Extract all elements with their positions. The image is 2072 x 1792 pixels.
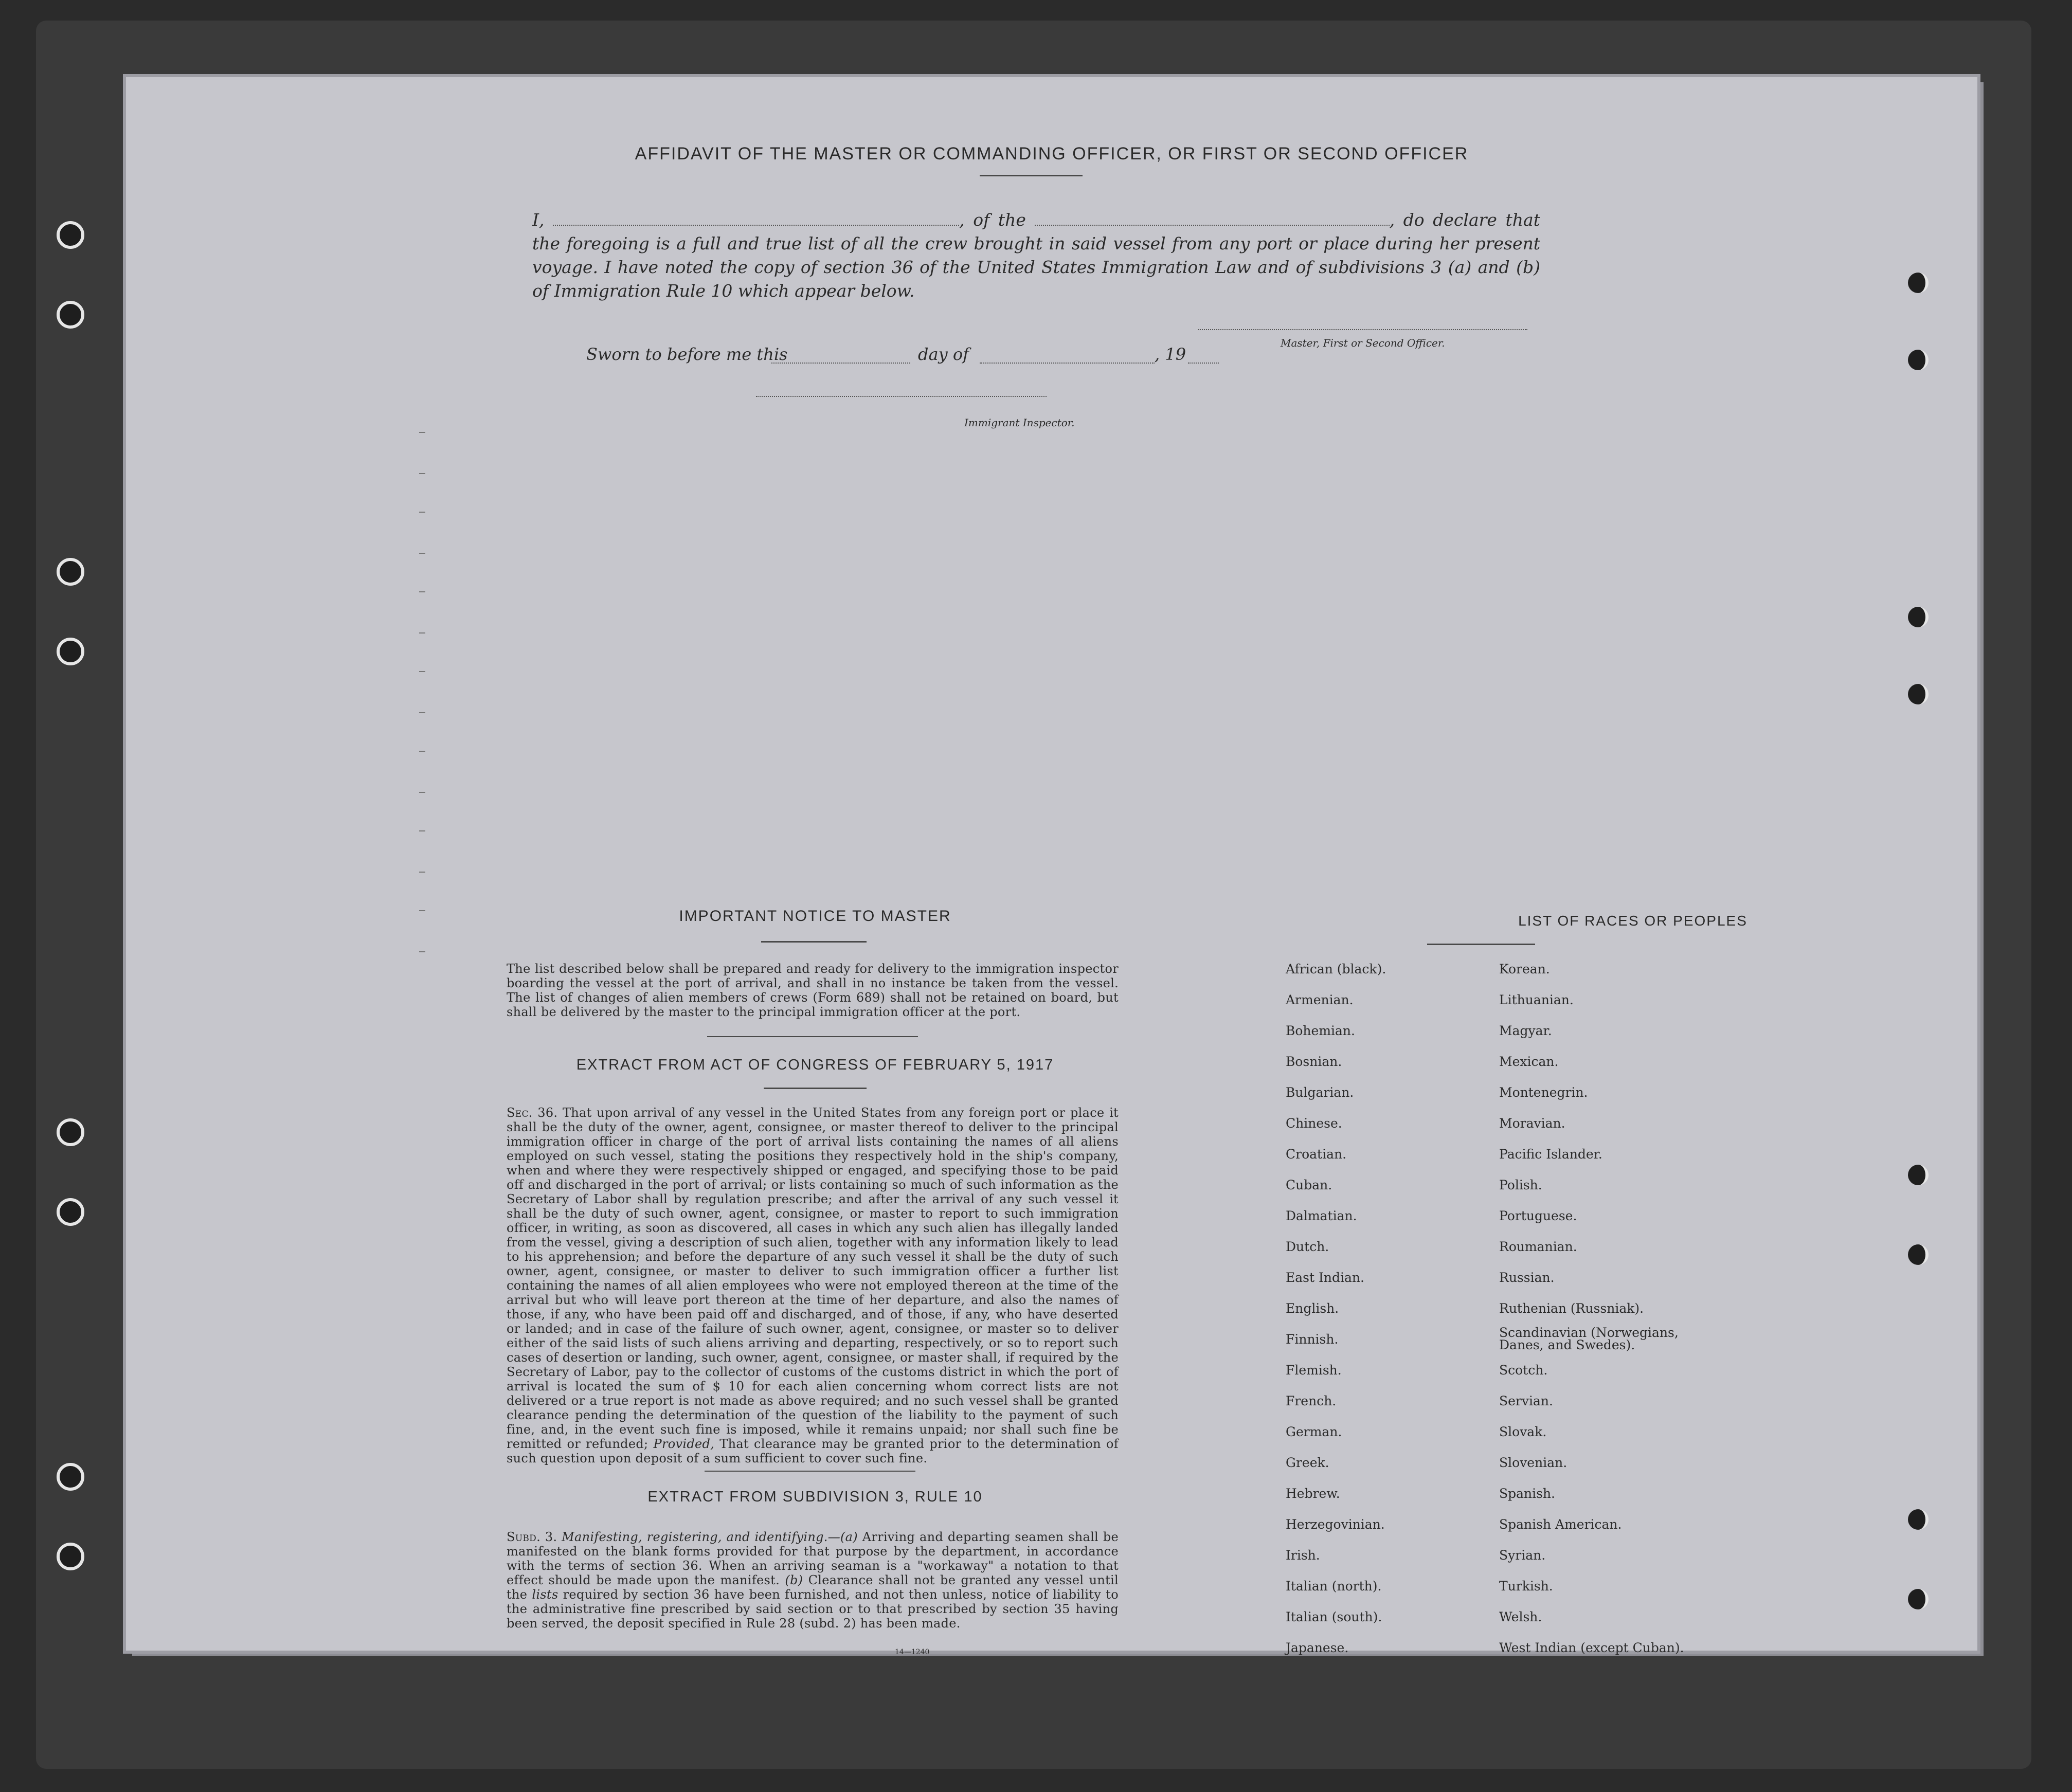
race-item: Herzegovinian. <box>1286 1517 1385 1532</box>
extract-rule-body <box>507 1530 1119 1631</box>
race-item: West Indian (except Cuban). <box>1499 1640 1684 1655</box>
margin-tick <box>419 830 425 831</box>
act-text-end: That clearance may be granted prior to the determination of such question upon deposit of a sum sufficient to cover such fine. <box>507 1437 1119 1465</box>
race-item: Pacific Islander. <box>1499 1147 1602 1162</box>
section-rule <box>707 1036 918 1037</box>
race-item: Finnish. <box>1286 1332 1339 1347</box>
race-item: Portuguese. <box>1499 1208 1577 1223</box>
binder-hole <box>1908 684 1929 704</box>
binder-hole <box>57 1463 84 1491</box>
extract-act-rule <box>764 1088 867 1089</box>
race-item: German. <box>1286 1424 1342 1439</box>
binder-hole <box>57 638 84 665</box>
race-item: English. <box>1286 1301 1339 1316</box>
race-item: Servian. <box>1499 1393 1553 1408</box>
margin-tick <box>419 473 425 474</box>
notice-rule <box>761 941 867 943</box>
race-item: Cuban. <box>1286 1178 1332 1192</box>
race-item: Italian (south). <box>1286 1609 1382 1624</box>
affidavit-title: AFFIDAVIT OF THE MASTER OR COMMANDING OFFICER, OR FIRST OR SECOND OFFICER <box>635 144 1469 164</box>
race-item: Korean. <box>1499 962 1550 976</box>
form-number: 14—1240 <box>895 1648 930 1656</box>
binder-hole <box>1908 273 1929 293</box>
margin-tick <box>419 512 425 513</box>
sworn-day-blank[interactable] <box>771 363 910 364</box>
races-rule <box>1427 944 1535 945</box>
binder-hole <box>1908 1509 1929 1530</box>
binder-hole <box>1908 1165 1929 1185</box>
race-item: Chinese. <box>1286 1116 1342 1131</box>
race-item: Japanese. <box>1286 1640 1349 1655</box>
margin-tick <box>419 432 425 433</box>
sworn-year-blank[interactable] <box>1188 363 1219 364</box>
race-item: Dalmatian. <box>1286 1208 1357 1223</box>
race-item: Mexican. <box>1499 1054 1559 1069</box>
sec-label: Sec. 36. <box>507 1106 558 1120</box>
race-item: Turkish. <box>1499 1579 1553 1594</box>
race-item: Greek. <box>1286 1455 1329 1470</box>
rule-text-b1: Clearance shall not be granted any vessel until the <box>507 1573 1119 1602</box>
binder-hole <box>1908 1589 1929 1609</box>
rule-b-label: (b) <box>785 1573 803 1587</box>
race-item: Roumanian. <box>1499 1239 1577 1254</box>
declaration-text: , do declare that the foregoing is a full and true list of all the crew brought in said vessel from any port or place during her present voyage. I have noted the copy of section 36 of the United States Immigration Law and of subdivisions 3 (a) and (b) of Immigration Rule 10 which appear below. <box>532 210 1540 301</box>
rule-heading: Manifesting, registering, and identifying.—(a) <box>562 1530 858 1544</box>
margin-tick <box>419 872 425 873</box>
race-item: African (black). <box>1286 962 1386 976</box>
subd-label: Subd. 3. <box>507 1530 557 1544</box>
extract-act-body <box>507 1106 1119 1465</box>
margin-tick <box>419 951 425 952</box>
signature-label: Master, First or Second Officer. <box>1281 337 1445 349</box>
race-item: Croatian. <box>1286 1147 1347 1162</box>
races-title: LIST OF RACES OR PEOPLES <box>1518 913 1747 929</box>
binder-hole <box>57 1118 84 1146</box>
binder-hole <box>57 221 84 249</box>
race-item: Welsh. <box>1499 1609 1542 1624</box>
race-item: Flemish. <box>1286 1363 1342 1378</box>
race-item: Scandinavian (Norwegians, Danes, and Swedes). <box>1499 1325 1679 1352</box>
margin-tick <box>419 792 425 793</box>
notice-title: IMPORTANT NOTICE TO MASTER <box>679 908 951 925</box>
document-page <box>126 77 1977 1656</box>
binder-hole <box>57 1543 84 1570</box>
margin-tick <box>419 751 425 752</box>
race-item: Montenegrin. <box>1499 1085 1588 1100</box>
lists-word: lists <box>532 1587 558 1602</box>
declaration-text: , of the <box>959 210 1026 230</box>
sworn-month-blank[interactable] <box>980 363 1155 364</box>
margin-tick <box>419 712 425 713</box>
race-item: Spanish American. <box>1499 1517 1622 1532</box>
extract-rule-title: EXTRACT FROM SUBDIVISION 3, RULE 10 <box>647 1489 983 1505</box>
race-item: Irish. <box>1286 1548 1320 1563</box>
race-item: Dutch. <box>1286 1239 1329 1254</box>
signature-line[interactable] <box>1198 329 1527 330</box>
name-blank[interactable] <box>553 225 959 226</box>
race-item: Lithuanian. <box>1499 992 1574 1007</box>
binder-hole <box>1908 1244 1929 1265</box>
section-rule <box>705 1471 915 1472</box>
margin-tick <box>419 591 425 592</box>
race-item: Bohemian. <box>1286 1023 1355 1038</box>
race-item: East Indian. <box>1286 1270 1364 1285</box>
sworn-text: Sworn to before me this <box>586 345 788 364</box>
race-item: French. <box>1286 1393 1337 1408</box>
race-item: Spanish. <box>1499 1486 1556 1501</box>
binder-hole <box>57 1198 84 1226</box>
rule-text-b2: required by section 36 have been furnished, and not then unless, notice of liability to the administrative fine prescribed by said section or to that prescribed by section 35 having been served, the deposit specified in Rule 28 (subd. 2) has been made. <box>507 1587 1119 1631</box>
rule-text-a: Arriving and departing seamen shall be manifested on the blank forms provided for that purpose by the department, in accordance with the terms of section 36. When an arriving seaman is a "workaway" a notation to that effect should be made upon the manifest. <box>507 1530 1119 1587</box>
declaration-text: I, <box>532 210 545 230</box>
binder-hole <box>57 301 84 329</box>
inspector-label: Immigrant Inspector. <box>964 417 1075 429</box>
inspector-line[interactable] <box>756 396 1047 397</box>
affidavit-declaration <box>532 208 1540 303</box>
year-text: , 19 <box>1155 345 1186 364</box>
race-item: Hebrew. <box>1286 1486 1340 1501</box>
vessel-blank[interactable] <box>1035 225 1390 226</box>
race-item: Magyar. <box>1499 1023 1552 1038</box>
act-text: That upon arrival of any vessel in the United States from any foreign port or place it shall be the duty of the owner, agent, consignee, or master thereof to deliver to the principal immigration officer in charge of the port of arrival lists containing the names of all aliens employed on such vessel, stating the positions they respectively hold in the ship's company, when and where they were respectively shipped or engaged, and specifying those to be paid off and discharged in the port of arrival; or lists containing so much of such information as the Secretary of Labor shall by regulation prescribe; and after the arrival of any such vessel it shall be the duty of such owner, agent, consignee, or master to report to such immigration officer, in writing, as soon as discovered, all cases in which any such alien has illegally landed from the vessel, giving a description of such alien, together with any information likely to lead to his apprehension; and before the departure of any such vessel it shall be the duty of such owner, agent, consignee, or master to deliver to such immigration officer a further list containing the names of all alien employees who were not employed thereon at the time of the arrival but who will leave port thereon at the time of her departure, and also the names of those, if any, who have been paid off and discharged, and of those, if any, who have deserted or landed; and in case of the failure of such owner, agent, consignee, or master so to deliver either of the said lists of such aliens arriving and departing, respectively, or so to report such cases of desertion or landing, such owner, agent, consignee, or master shall, if required by the Secretary of Labor, pay to the collector of customs of the customs district in which the port of arrival is located the sum of $ 10 for each alien concerning whom correct lists are not delivered or a true report is not made as above required; and no such vessel shall be granted clearance pending the determination of the question of the liability to the payment of such fine, and, in the event such fine is imposed, while it remains unpaid; nor shall such fine be remitted or refunded; <box>507 1106 1119 1451</box>
race-item: Polish. <box>1499 1178 1542 1192</box>
race-item: Syrian. <box>1499 1548 1546 1563</box>
race-item: Slovak. <box>1499 1424 1547 1439</box>
race-item: Scotch. <box>1499 1363 1548 1378</box>
binder-hole <box>1908 607 1929 627</box>
race-item: Italian (north). <box>1286 1579 1382 1594</box>
race-item: Ruthenian (Russniak). <box>1499 1301 1644 1316</box>
race-item: Moravian. <box>1499 1116 1565 1131</box>
margin-tick <box>419 671 425 672</box>
binder-hole <box>57 558 84 586</box>
race-item: Slovenian. <box>1499 1455 1567 1470</box>
race-item: Bulgarian. <box>1286 1085 1354 1100</box>
margin-tick <box>419 632 425 633</box>
title-rule <box>980 175 1083 176</box>
provided-text: Provided, <box>653 1437 715 1451</box>
race-item: Armenian. <box>1286 992 1354 1007</box>
day-of-text: day of <box>918 345 969 364</box>
notice-body: The list described below shall be prepared and ready for delivery to the immigration inspector boarding the vessel at the port of arrival, and shall in no instance be taken from the vessel. The list of changes of alien members of crews (Form 689) shall not be retained on board, but shall be delivered by the master to the principal immigration officer at the port. <box>507 962 1119 1019</box>
binder-hole <box>1908 350 1929 370</box>
race-item: Russian. <box>1499 1270 1555 1285</box>
race-item: Bosnian. <box>1286 1054 1342 1069</box>
margin-tick <box>419 553 425 554</box>
extract-act-title: EXTRACT FROM ACT OF CONGRESS OF FEBRUARY 5, 1917 <box>576 1057 1054 1073</box>
